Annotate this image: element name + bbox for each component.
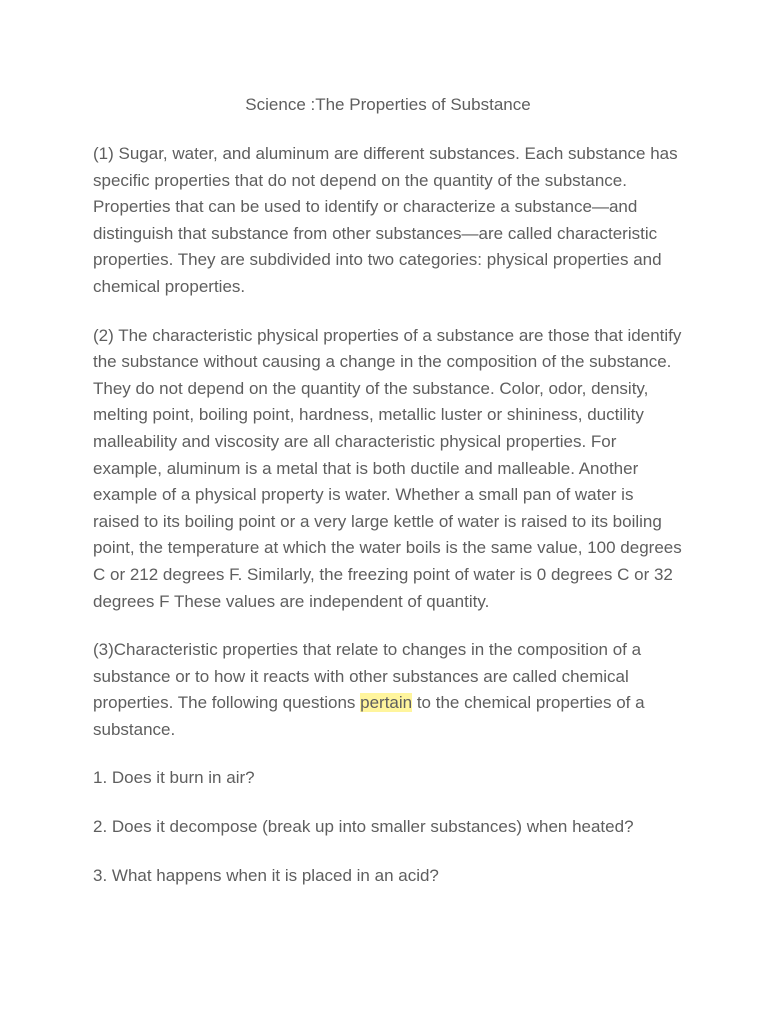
paragraph-3	[93, 637, 683, 743]
paragraph-3-text-before: (3)Characteristic properties that relate to changes in the composition of a substance or to how it reacts with other substances are called chemical properties. The following questions	[93, 640, 642, 713]
paragraph-1: (1) Sugar, water, and aluminum are different substances. Each substance has specific properties that do not depend on the quantity of the substance. Properties that can be used to identify or characterize a substance—and distinguish that substance from other substances—are called characteristic properties. They are subdivided into two categories: physical properties and chemical properties.	[93, 144, 678, 296]
list-item: 1. Does it burn in air?	[93, 768, 255, 788]
highlighted-word: pertain	[360, 693, 413, 713]
list-item: 3. What happens when it is placed in an acid?	[93, 865, 439, 885]
list-item: 2. Does it decompose (break up into smaller substances) when heated?	[93, 817, 634, 837]
paragraph-2: (2) The characteristic physical properties of a substance are those that identify the substance without causing a change in the composition of the substance. They do not depend on the quantity of the substance. Color, odor, density, melting point, boiling point, hardness, metallic luster or shininess, ductility malleability and viscosity are all characteristic physical properties. For example, aluminum is a metal that is both ductile and malleable. Another example of a physical property is water. Whether a small pan of water is raised to its boiling point or a very large kettle of water is raised to its boiling point, the temperature at which the water boils is the same value, 100 degrees C or 212 degrees F. Similarly, the freezing point of water is 0 degrees C or 32 degrees F These values are independent of quantity.	[93, 325, 682, 611]
paragraph-3-text-after: to the chemical properties of a substance.	[93, 693, 645, 739]
document-title: Science :The Properties of Substance	[245, 95, 531, 114]
document-page	[93, 93, 683, 911]
